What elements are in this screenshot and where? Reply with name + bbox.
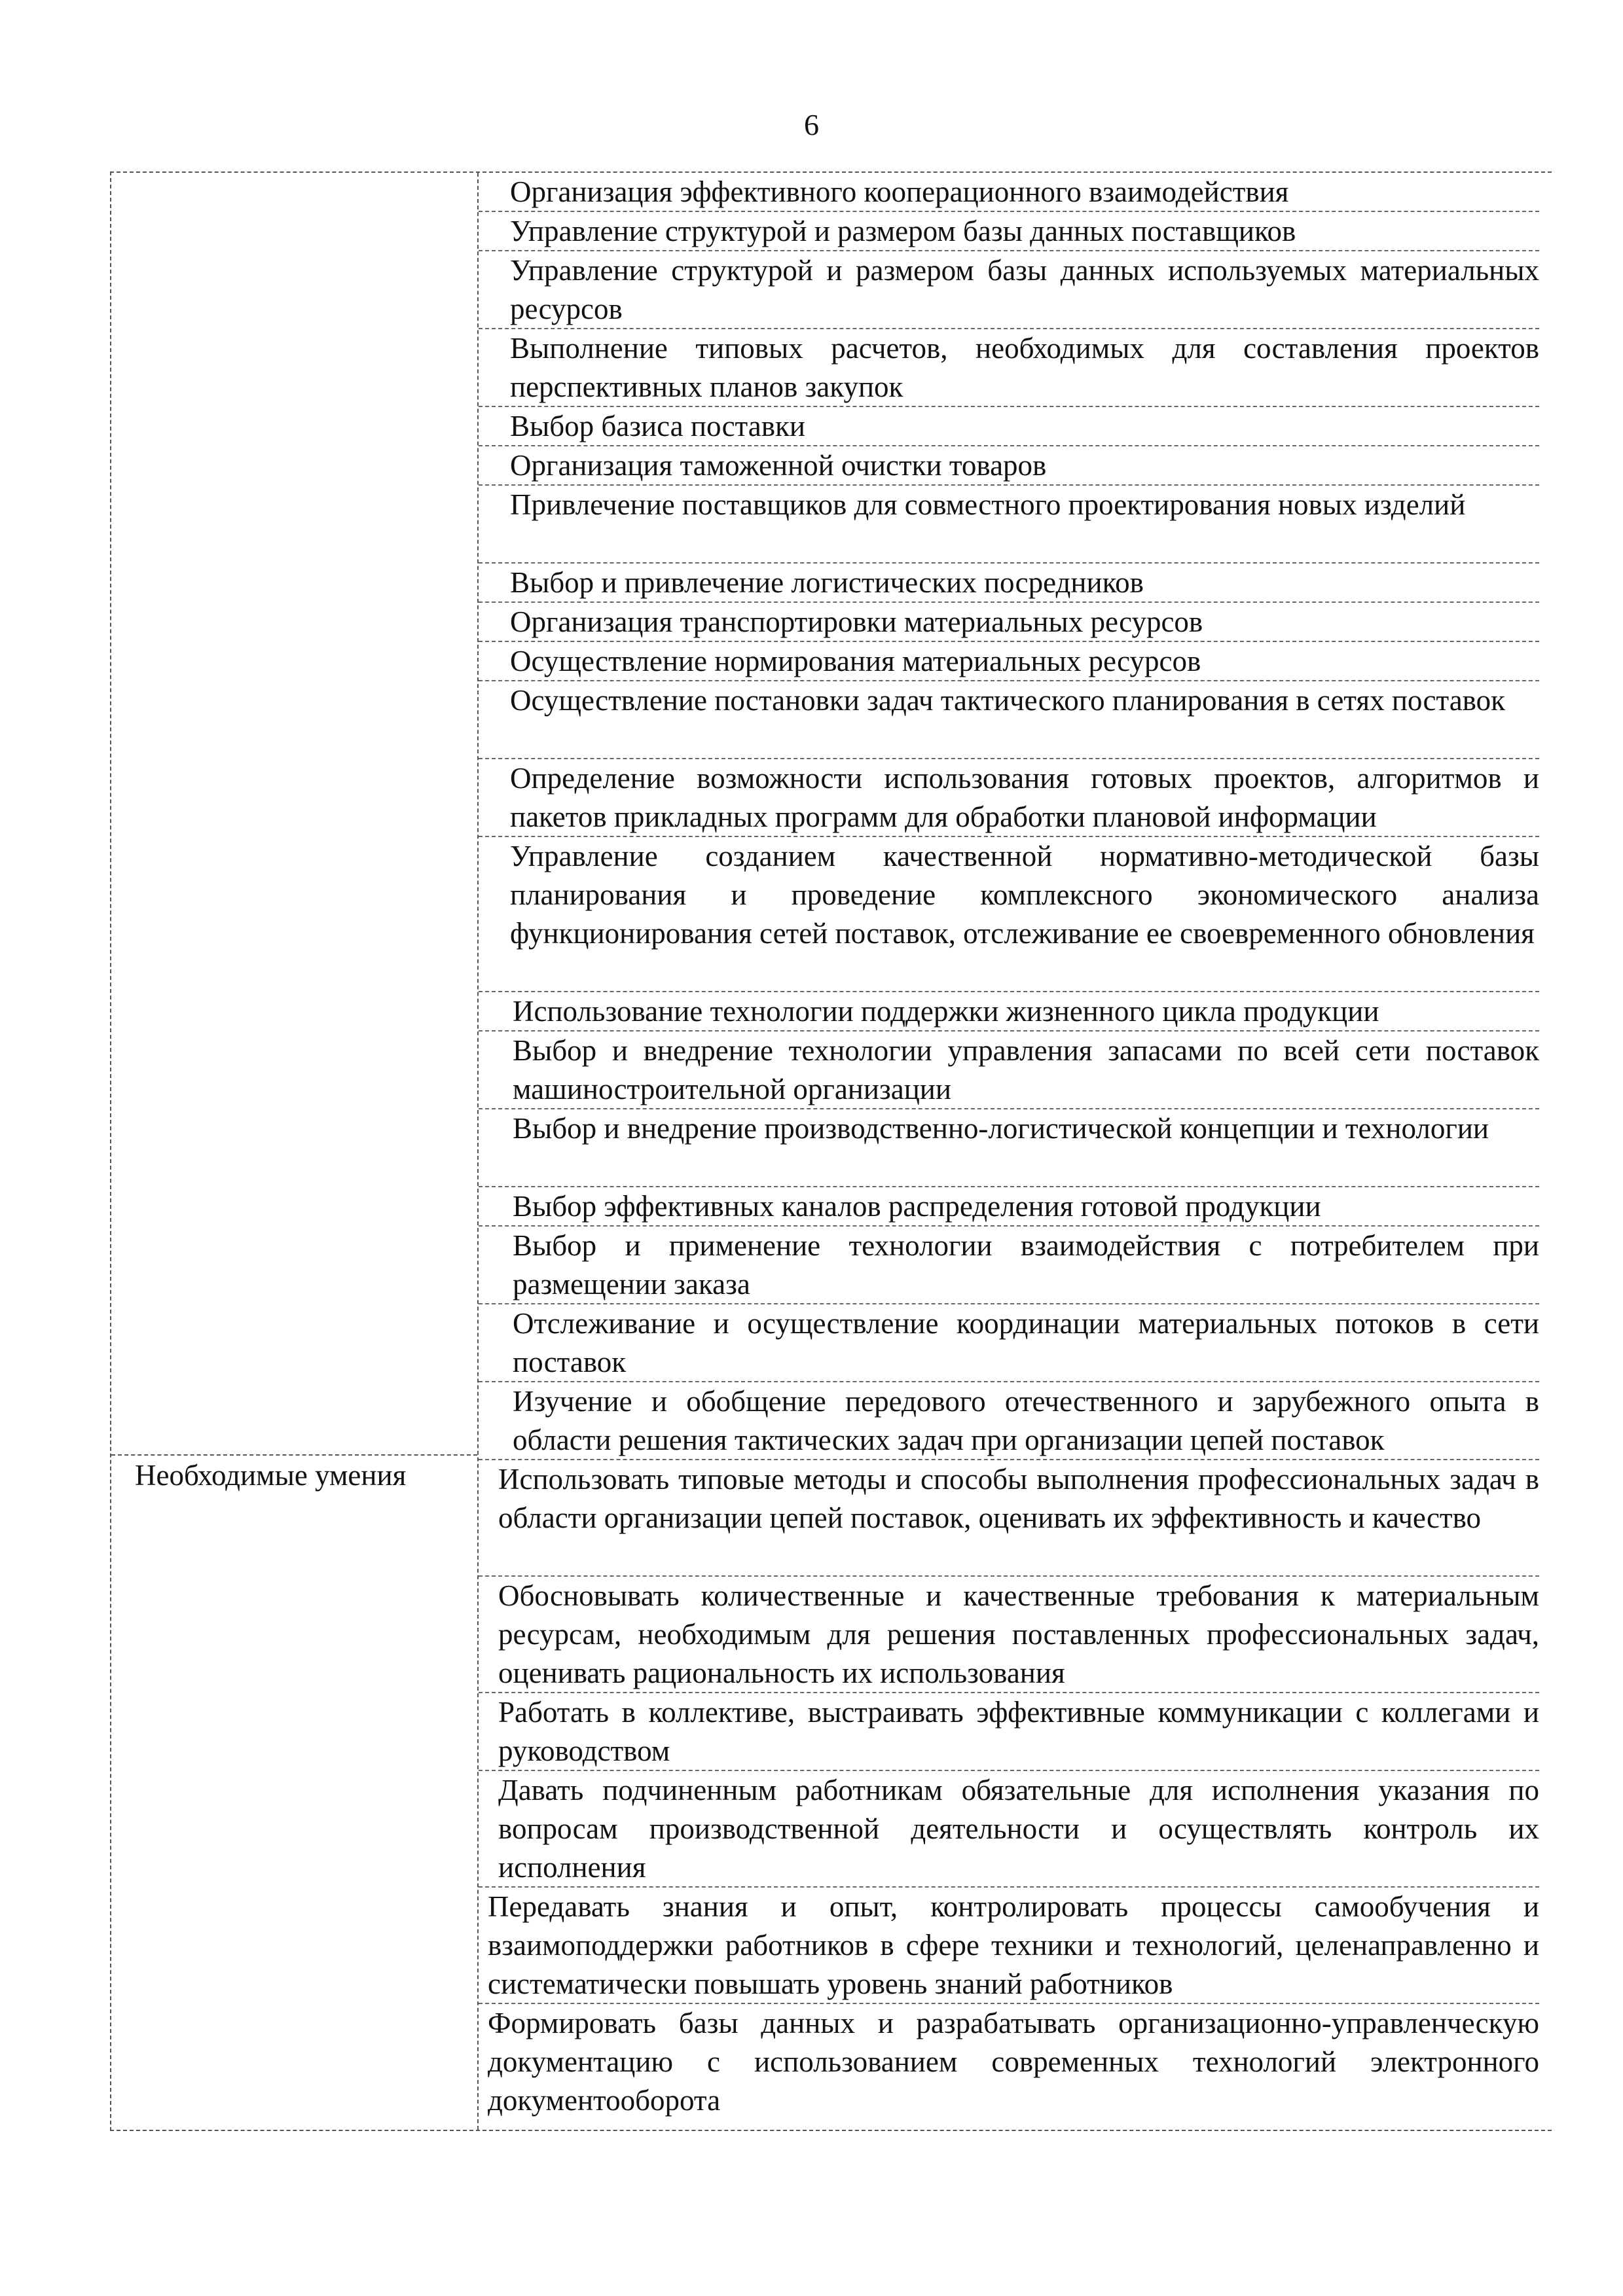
table-row: Выбор и внедрение производственно-логистической концепции и технологии: [479, 1109, 1539, 1187]
table-row: Управление структурой и размером базы данных используемых материальных ресурсов: [479, 251, 1539, 329]
table-row: Привлечение поставщиков для совместного проектирования новых изделий: [479, 486, 1539, 564]
page-number: 6: [804, 108, 819, 141]
table-row: Организация таможенной очистки товаров: [479, 446, 1539, 486]
table-row: Обосновывать количественные и качественные требования к материальным ресурсам, необходимым для решения поставленных профессиональных задач, оценивать рациональность их использования: [479, 1577, 1539, 1693]
table-row: Использовать типовые методы и способы выполнения профессиональных задач в области организации цепей поставок, оценивать их эффективность и качество: [479, 1460, 1539, 1577]
table-row: Передавать знания и опыт, контролировать процессы самообучения и взаимоподдержки работников в сфере техники и технологий, целенаправленно и систематически повышать уровень знаний работников: [479, 1888, 1539, 2004]
label-column: [111, 173, 479, 2130]
table-row: Давать подчиненным работникам обязательные для исполнения указания по вопросам производственной деятельности и осуществлять контроль их исполнения: [479, 1771, 1539, 1888]
table-row: Выбор базиса поставки: [479, 407, 1539, 446]
section-label-skills: Необходимые умения: [135, 1459, 407, 1492]
table-row: Выбор и привлечение логистических посредников: [479, 564, 1539, 603]
table-row: Изучение и обобщение передового отечественного и зарубежного опыта в области решения тактических задач при организации цепей поставок: [479, 1382, 1539, 1460]
table-row: Выполнение типовых расчетов, необходимых для составления проектов перспективных планов закупок: [479, 329, 1539, 407]
table-row: Определение возможности использования готовых проектов, алгоритмов и пакетов прикладных программ для обработки плановой информации: [479, 759, 1539, 837]
table-row: Управление структурой и размером базы данных поставщиков: [479, 212, 1539, 251]
table-row: Выбор и внедрение технологии управления запасами по всей сети поставок машиностроительной организации: [479, 1031, 1539, 1109]
table-row: Управление созданием качественной нормативно-методической базы планирования и проведение комплексного экономического анализа функционирования сетей поставок, отслеживание ее своевременного обновления: [479, 837, 1539, 992]
requirements-table: [110, 171, 1552, 2131]
table-row: Выбор и применение технологии взаимодействия с потребителем при размещении заказа: [479, 1227, 1539, 1304]
table-row: Выбор эффективных каналов распределения готовой продукции: [479, 1187, 1539, 1227]
table-row: Организация эффективного кооперационного взаимодействия: [479, 173, 1539, 212]
table-row: Осуществление нормирования материальных ресурсов: [479, 642, 1539, 681]
table-row: Использование технологии поддержки жизненного цикла продукции: [479, 992, 1539, 1031]
table-row: Организация транспортировки материальных ресурсов: [479, 603, 1539, 642]
table-row: Формировать базы данных и разрабатывать организационно-управленческую документацию с использованием современных технологий электронного документооборота: [488, 2007, 1539, 2117]
table-row: Работать в коллективе, выстраивать эффективные коммуникации с коллегами и руководством: [479, 1693, 1539, 1771]
table-row: Осуществление постановки задач тактического планирования в сетях поставок: [479, 681, 1539, 759]
table-row: Отслеживание и осуществление координации материальных потоков в сети поставок: [479, 1304, 1539, 1382]
